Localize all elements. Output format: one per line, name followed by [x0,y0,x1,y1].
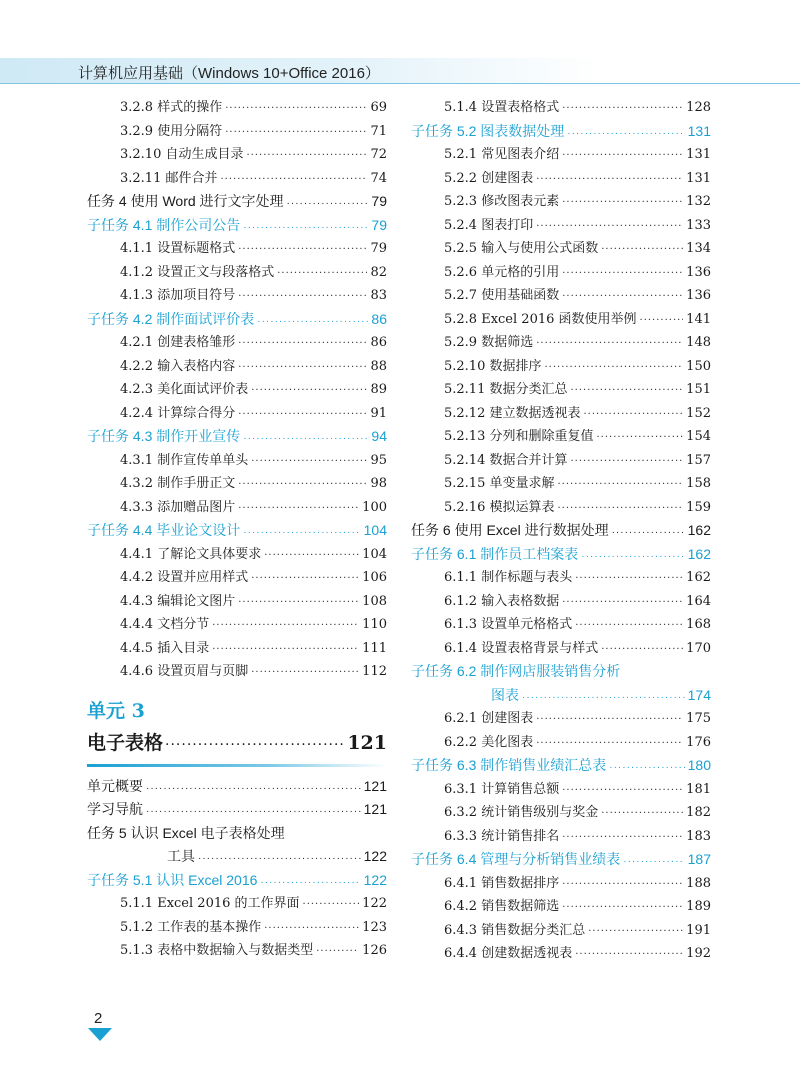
toc-entry-page: 192 [686,946,711,961]
toc-entry-page: 79 [371,193,387,209]
toc-entry-page: 170 [686,640,711,656]
toc-entry-page: 82 [370,264,387,280]
toc-entry[interactable] [87,472,387,496]
dot-leader [264,917,359,941]
toc-entry-label: 5.1.1 Excel 2016 的工作界面 [120,896,300,911]
dot-leader [562,591,683,615]
toc-entry-label: 子任务 4.2 制作面试评价表 [87,310,255,327]
toc-entry-page: 71 [370,123,387,139]
dot-leader [238,356,367,380]
toc-entry[interactable] [411,778,711,802]
toc-entry-page: 132 [686,194,711,209]
toc-entry-label: 5.2.2 创建图表 [444,170,534,186]
toc-entry-label: 6.3.1 计算销售总额 [444,781,560,797]
toc-entry[interactable] [87,519,387,543]
toc-entry-page: 134 [686,241,711,256]
toc-entry[interactable] [411,402,711,426]
toc-entry[interactable] [411,731,711,755]
toc-entry-label: 4.1.2 设置正文与段落格式 [120,264,275,280]
dot-leader [212,614,359,638]
toc-entry-page: 191 [686,922,711,938]
dot-leader [225,97,367,121]
toc-entry-page: 141 [686,311,711,327]
toc-entry-page: 88 [370,358,387,374]
toc-entry[interactable] [411,566,711,590]
dot-leader [562,191,683,215]
dot-leader [536,708,683,732]
dot-leader [238,497,359,521]
dot-leader [287,192,369,216]
toc-entry[interactable] [411,754,711,778]
toc-right-column [411,96,711,966]
toc-entry-page: 131 [687,122,711,139]
toc-entry-label: 4.3.1 制作宣传单单头 [120,452,249,468]
toc-entry[interactable] [87,775,387,799]
toc-entry-label: 4.4.5 插入目录 [120,640,210,656]
toc-entry[interactable] [411,378,711,402]
toc-entry-label: 5.1.2 工作表的基本操作 [120,919,262,935]
dot-leader [260,871,360,895]
dot-leader [612,521,685,545]
running-header: 计算机应用基础（Windows 10+Office 2016） [78,65,380,82]
toc-entry-page: 79 [370,241,387,256]
toc-entry[interactable] [411,543,711,567]
toc-entry-label: 5.2.7 使用基础函数 [444,288,560,303]
toc-entry-label: 子任务 4.3 制作开业宣传 [87,428,241,444]
toc-entry-label: 子任务 6.4 管理与分析销售业绩表 [411,851,621,867]
toc-entry-page: 136 [686,264,711,280]
toc-entry[interactable] [87,355,387,379]
toc-entry-label: 4.3.3 添加赠品图片 [120,499,236,515]
toc-entry-label: 6.1.3 设置单元格格式 [444,617,573,632]
dot-leader [251,661,359,685]
toc-entry-page: 72 [370,147,387,162]
toc-entry-page: 112 [362,664,387,679]
toc-entry-page: 111 [362,640,387,656]
dot-leader [640,309,684,333]
toc-entry-page: 157 [686,452,711,468]
toc-entry-page: 174 [687,686,711,703]
toc-entry[interactable] [87,613,387,637]
unit-divider [87,764,387,767]
toc-entry-label: 工具 [167,848,195,864]
dot-leader [238,403,367,427]
toc-entry-page: 181 [686,781,711,797]
toc-entry-page: 89 [370,382,387,397]
toc-entry-label: 5.2.3 修改图表元素 [444,194,560,209]
dot-leader [243,521,360,545]
toc-entry-page: 176 [686,734,711,750]
toc-entry-label: 6.3.2 统计销售级别与奖金 [444,805,599,820]
dot-leader [575,943,683,967]
toc-left-after-list [87,869,387,963]
page-marker-triangle [88,1028,112,1041]
toc-entry-page: 104 [362,546,387,562]
dot-leader [536,168,683,192]
dot-leader [562,97,683,121]
toc-entry-label: 单元概要 [87,777,143,794]
dot-leader [562,896,683,920]
dot-leader [238,285,367,309]
toc-entry-label: 4.4.6 设置页眉与页脚 [120,664,249,679]
dot-leader [570,379,683,403]
toc-entry-page: 91 [370,405,387,421]
toc-entry-label: 5.2.15 单变量求解 [444,476,555,491]
dot-leader [238,238,367,262]
unit-label: 单元 3 [87,699,145,722]
toc-entry-label: 子任务 6.2 制作网店服装销售分析 [411,663,621,679]
toc-entry-label: 5.2.10 数据排序 [444,358,542,374]
dot-leader [198,847,361,871]
dot-leader [601,802,683,826]
toc-entry-label: 5.2.4 图表打印 [444,217,534,233]
toc-entry-page: 187 [687,851,711,867]
toc-entry-page: 110 [362,617,387,632]
dot-leader [562,779,683,803]
toc-entry-page: 164 [686,593,711,609]
toc-entry-label: 任务 6 使用 Excel 进行数据处理 [411,522,609,538]
toc-entry-page: 158 [686,476,711,491]
toc-entry[interactable] [87,120,387,144]
toc-entry[interactable] [87,939,387,963]
dot-leader [544,356,683,380]
toc-entry-label: 子任务 5.1 认识 Excel 2016 [87,871,258,888]
dot-leader [601,238,683,262]
toc-entry[interactable] [411,425,711,449]
toc-entry-page: 151 [686,382,711,397]
toc-entry-page: 133 [686,217,711,233]
toc-entry-page: 86 [371,310,387,327]
toc-entry-page: 108 [362,593,387,609]
toc-entry-label: 6.4.4 创建数据透视表 [444,946,573,961]
dot-leader [251,567,359,591]
toc-entry[interactable] [411,519,711,543]
toc-entry[interactable] [87,237,387,261]
toc-left-column [87,96,387,963]
toc-entry-label: 6.3.3 统计销售排名 [444,828,560,844]
dot-leader [623,850,684,874]
toc-entry[interactable] [411,942,711,966]
toc-entry-page: 189 [686,899,711,914]
toc-task5-line2[interactable] [87,845,387,869]
dot-leader [264,544,359,568]
toc-entry[interactable] [411,96,711,120]
toc-entry-page: 168 [686,617,711,632]
page-number: 2 [94,1010,103,1027]
toc-entry[interactable] [87,425,387,449]
toc-entry[interactable] [87,798,387,822]
toc-entry[interactable] [411,895,711,919]
toc-entry[interactable] [411,167,711,191]
unit-title: 电子表格 [87,731,164,754]
toc-entry[interactable] [87,331,387,355]
dot-leader [601,638,683,662]
toc-entry-label: 学习导航 [87,801,143,817]
toc-sub62-line2[interactable] [411,684,711,708]
toc-entry[interactable] [87,308,387,332]
toc-entry-label: 任务 5 认识 Excel 电子表格处理 [87,824,285,841]
dot-leader [165,728,345,762]
toc-entry-page: 122 [362,896,387,911]
dot-leader [536,732,683,756]
toc-entry-page: 79 [371,216,387,233]
toc-entry-page: 131 [686,170,711,186]
toc-entry-label: 4.3.2 制作手册正文 [120,476,236,491]
toc-entry-page: 98 [370,476,387,491]
toc-entry-label: 3.2.9 使用分隔符 [120,123,223,139]
toc-entry-page: 86 [370,335,387,350]
toc-right-list-b [411,707,711,966]
toc-entry-page: 152 [686,405,711,421]
toc-entry-page: 100 [362,499,387,515]
toc-entry-page: 126 [362,943,387,958]
toc-entry-page: 104 [363,522,387,538]
toc-entry[interactable] [87,449,387,473]
toc-entry[interactable] [411,801,711,825]
toc-entry[interactable] [411,355,711,379]
toc-entry[interactable] [411,848,711,872]
toc-entry-page: 95 [370,452,387,468]
dot-leader [522,686,685,710]
toc-entry[interactable] [87,892,387,916]
toc-entry[interactable] [411,214,711,238]
dot-leader [557,473,683,497]
toc-task5-line1[interactable] [87,822,387,846]
toc-entry[interactable] [411,308,711,332]
dot-leader [257,310,368,334]
dot-leader [588,920,683,944]
toc-entry[interactable] [87,543,387,567]
toc-entry-page: 154 [686,429,711,444]
toc-right-list-a [411,96,711,660]
toc-entry[interactable] [411,872,711,896]
toc-entry-page: 106 [362,570,387,585]
toc-entry-label: 6.4.3 销售数据分类汇总 [444,922,586,938]
toc-entry[interactable] [411,237,711,261]
toc-entry[interactable] [87,261,387,285]
toc-entry-page: 128 [686,100,711,115]
toc-entry[interactable] [411,261,711,285]
toc-entry-label: 5.2.8 Excel 2016 函数使用举例 [444,311,637,327]
toc-entry[interactable] [87,869,387,893]
toc-entry-page: 162 [686,570,711,585]
toc-entry-label: 5.2.1 常见图表介绍 [444,147,560,162]
toc-entry-label: 5.2.13 分列和删除重复值 [444,429,594,444]
dot-leader [243,216,368,240]
dot-leader [146,777,361,801]
toc-entry-page: 175 [686,711,711,726]
toc-entry[interactable] [411,707,711,731]
dot-leader [238,591,359,615]
dot-leader [557,497,683,521]
toc-entry[interactable] [411,590,711,614]
toc-sub62-line1[interactable] [411,660,711,684]
toc-entry-page: 148 [686,335,711,350]
toc-entry-label: 图表 [491,686,519,703]
toc-entry-page: 180 [687,757,711,773]
toc-entry-label: 6.1.4 设置表格背景与样式 [444,640,599,656]
dot-leader [596,426,683,450]
toc-entry[interactable] [411,637,711,661]
dot-leader [251,379,367,403]
dot-leader [562,826,683,850]
toc-entry-page: 123 [362,919,387,935]
dot-leader [583,403,683,427]
dot-leader [251,450,367,474]
dot-leader [581,545,684,569]
toc-entry-label: 4.4.4 文档分节 [120,617,210,632]
toc-entry[interactable] [411,331,711,355]
toc-entry[interactable] [87,378,387,402]
toc-entry[interactable] [87,637,387,661]
toc-entry-label: 5.1.4 设置表格格式 [444,100,560,115]
toc-entry[interactable] [87,590,387,614]
unit-title-row[interactable] [87,726,387,760]
toc-entry-page: 69 [370,100,387,115]
toc-entry[interactable] [87,402,387,426]
toc-entry[interactable] [411,284,711,308]
dot-leader [246,144,367,168]
toc-entry[interactable] [411,613,711,637]
toc-entry-label: 5.2.6 单元格的引用 [444,264,560,280]
toc-entry-label: 4.2.2 输入表格内容 [120,358,236,374]
dot-leader [238,332,367,356]
toc-entry-label: 6.2.2 美化图表 [444,734,534,750]
toc-entry-label: 子任务 4.1 制作公司公告 [87,216,241,233]
toc-entry-page: 150 [686,358,711,374]
toc-entry[interactable] [87,143,387,167]
toc-entry-label: 4.1.1 设置标题格式 [120,241,236,256]
toc-entry-page: 74 [370,170,387,186]
unit-page: 121 [347,731,387,754]
dot-leader [146,800,361,824]
toc-entry[interactable] [411,449,711,473]
dot-leader [220,168,367,192]
toc-entry-label: 4.4.3 编辑论文图片 [120,593,236,609]
dot-leader [536,215,683,239]
dot-leader [562,873,683,897]
toc-entry[interactable] [87,566,387,590]
dot-leader [238,473,367,497]
toc-entry-label: 4.4.2 设置并应用样式 [120,570,249,585]
toc-entry-label: 5.2.11 数据分类汇总 [444,382,568,397]
toc-entry[interactable] [87,916,387,940]
toc-entry-label: 6.4.1 销售数据排序 [444,875,560,891]
toc-entry-label: 3.2.10 自动生成目录 [120,147,244,162]
toc-entry-label: 5.2.16 模拟运算表 [444,499,555,515]
dot-leader [570,450,683,474]
toc-entry-label: 5.2.14 数据合并计算 [444,452,568,468]
toc-entry[interactable] [87,284,387,308]
toc-entry-label: 5.2.9 数据筛选 [444,335,534,350]
toc-entry[interactable] [411,120,711,144]
dot-leader [277,262,367,286]
toc-entry-label: 子任务 5.2 图表数据处理 [411,122,565,139]
dot-leader [575,614,683,638]
toc-entry-label: 4.2.1 创建表格雏形 [120,335,236,350]
toc-entry[interactable] [411,143,711,167]
toc-entry-page: 121 [363,801,387,817]
toc-entry-page: 122 [363,871,387,888]
toc-entry-page: 131 [686,147,711,162]
toc-entry[interactable] [87,660,387,684]
toc-entry-label: 3.2.11 邮件合并 [120,170,218,186]
toc-entry-label: 5.2.5 输入与使用公式函数 [444,241,599,256]
dot-leader [575,567,683,591]
dot-leader [243,427,368,451]
toc-entry[interactable] [411,472,711,496]
toc-entry-page: 121 [363,777,387,794]
toc-entry-page: 183 [686,828,711,844]
toc-entry[interactable] [87,96,387,120]
dot-leader [225,121,367,145]
toc-entry-label: 6.1.2 输入表格数据 [444,593,560,609]
toc-entry[interactable] [411,919,711,943]
toc-entry-page: 159 [686,499,711,515]
toc-entry-label: 6.1.1 制作标题与表头 [444,570,573,585]
toc-entry[interactable] [87,190,387,214]
toc-entry-label: 4.2.3 美化面试评价表 [120,382,249,397]
toc-entry[interactable] [87,167,387,191]
toc-left-bottom-list [87,775,387,822]
toc-entry-page: 162 [687,545,711,562]
toc-entry-page: 188 [686,875,711,891]
toc-entry-page: 122 [363,848,387,864]
toc-entry[interactable] [87,214,387,238]
dot-leader [212,638,359,662]
toc-entry-label: 子任务 6.1 制作员工档案表 [411,545,579,562]
toc-entry[interactable] [411,825,711,849]
dot-leader [609,756,684,780]
toc-entry-label: 5.2.12 建立数据透视表 [444,405,581,421]
toc-entry-label: 任务 4 使用 Word 进行文字处理 [87,193,284,209]
toc-entry-page: 136 [686,288,711,303]
toc-entry-label: 4.1.3 添加项目符号 [120,288,236,303]
toc-entry[interactable] [411,496,711,520]
toc-entry-label: 子任务 6.3 制作销售业绩汇总表 [411,757,607,773]
toc-entry-label: 6.4.2 销售数据筛选 [444,899,560,914]
toc-entry-label: 4.4.1 了解论文具体要求 [120,546,262,562]
dot-leader [567,122,684,146]
toc-left-top-list [87,96,387,684]
toc-entry-label: 6.2.1 创建图表 [444,711,534,726]
dot-leader [303,893,360,917]
toc-entry-label: 5.1.3 表格中数据输入与数据类型 [120,943,314,958]
dot-leader [562,285,683,309]
dot-leader [536,332,683,356]
dot-leader [562,144,683,168]
toc-entry-page: 94 [371,428,387,444]
dot-leader [562,262,683,286]
toc-entry[interactable] [87,496,387,520]
toc-entry[interactable] [411,190,711,214]
toc-entry-label: 子任务 4.4 毕业论文设计 [87,522,241,538]
toc-entry-page: 182 [686,805,711,820]
dot-leader [316,940,359,964]
toc-entry-label: 3.2.8 样式的操作 [120,100,223,115]
toc-entry-page: 162 [687,522,711,538]
toc-entry-label: 4.2.4 计算综合得分 [120,405,236,421]
toc-entry-page: 83 [370,288,387,303]
